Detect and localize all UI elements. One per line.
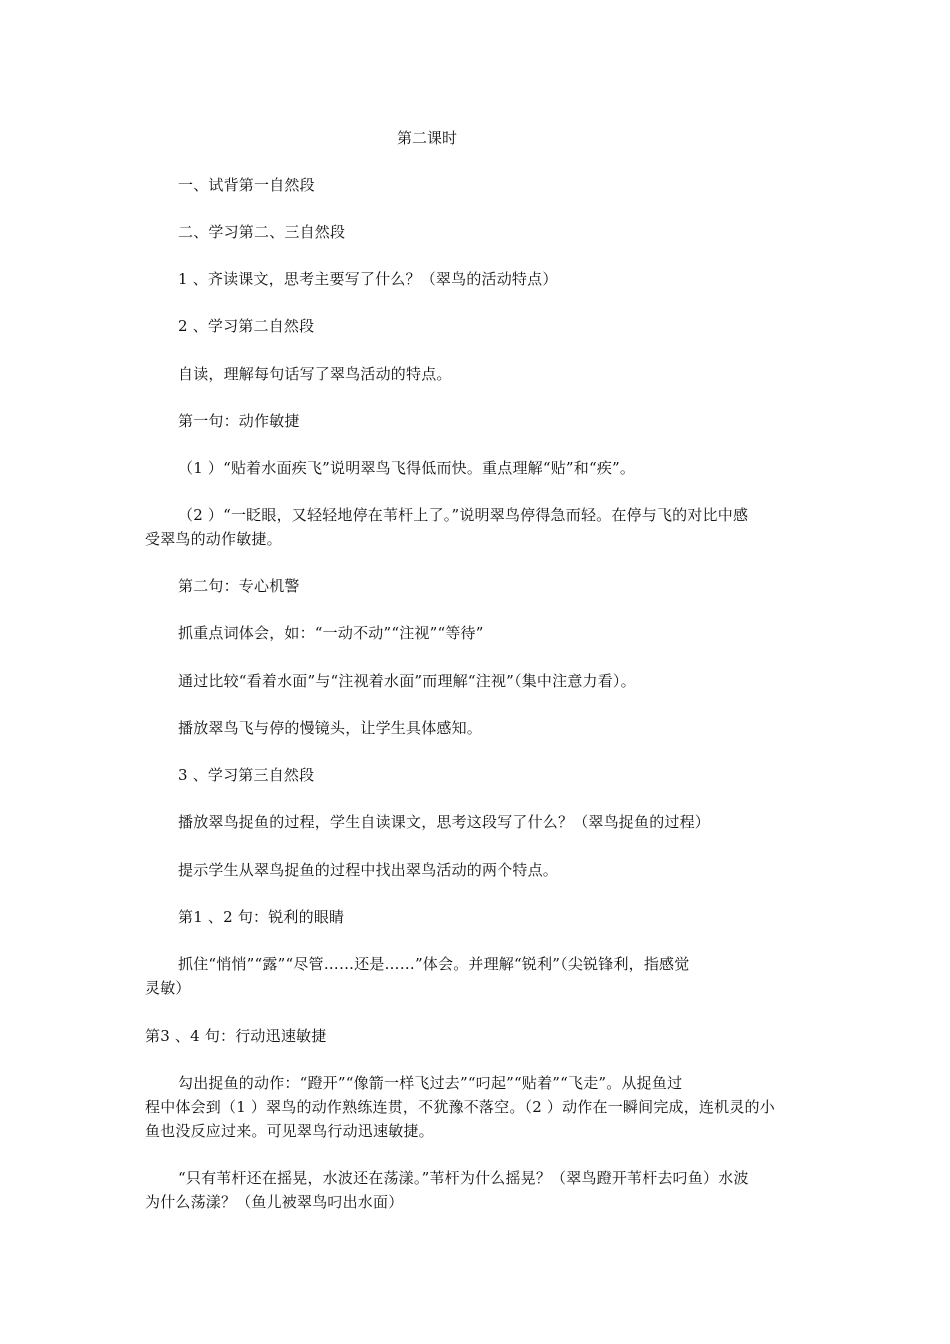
paragraph-17-line-1: 抓住“悄悄”“露”“尽管……还是……”体会。并理解“锐利”（尖锐锋利，指感觉 — [178, 955, 690, 973]
paragraph-19-line-3: 鱼也没反应过来。可见翠鸟行动迅速敏捷。 — [145, 1122, 434, 1140]
paragraph-20-line-2: 为什么荡漾？（鱼儿被翠鸟叼出水面） — [145, 1193, 404, 1211]
paragraph-7: （1 ）“贴着水面疾飞”说明翠鸟飞得低而快。重点理解“贴”和“疾”。 — [178, 459, 636, 477]
paragraph-4: 2 、学习第二自然段 — [178, 317, 315, 335]
paragraph-17-line-2: 灵敏） — [145, 979, 191, 997]
paragraph-3: 1 、齐读课文，思考主要写了什么？（翠鸟的活动特点） — [178, 270, 558, 288]
paragraph-20-line-1: “只有苇杆还在摇晃，水波还在荡漾。”苇杆为什么摇晃？（翠鸟蹬开苇杆去叼鱼）水波 — [178, 1169, 749, 1187]
paragraph-11: 通过比较“看着水面”与“注视着水面”而理解“注视”（集中注意力看）。 — [178, 672, 636, 690]
paragraph-15: 提示学生从翠鸟捉鱼的过程中找出翠鸟活动的两个特点。 — [178, 861, 559, 879]
paragraph-6: 第一句：动作敏捷 — [178, 412, 300, 430]
paragraph-19-line-2: 程中体会到（1 ）翠鸟的动作熟练连贯，不犹豫不落空。（2 ）动作在一瞬间完成，连机灵的小 — [145, 1098, 775, 1116]
paragraph-16: 第1 、2 句：锐利的眼睛 — [178, 908, 345, 926]
paragraph-14: 播放翠鸟捉鱼的过程，学生自读课文，思考这段写了什么？（翠鸟捉鱼的过程） — [178, 813, 711, 831]
lesson-title: 第二课时 — [397, 129, 458, 147]
paragraph-8-line-1: （2 ）“一眨眼，又轻轻地停在苇杆上了。”说明翠鸟停得急而轻。在停与飞的对比中感 — [178, 506, 749, 524]
paragraph-2: 二、学习第二、三自然段 — [178, 223, 346, 241]
paragraph-8-line-2: 受翠鸟的动作敏捷。 — [145, 530, 282, 548]
paragraph-19-line-1: 勾出捉鱼的动作：“蹬开”“像箭一样飞过去”“叼起”“贴着”“飞走”。从捉鱼过 — [178, 1074, 683, 1092]
paragraph-9: 第二句：专心机警 — [178, 577, 300, 595]
paragraph-1: 一、试背第一自然段 — [178, 176, 315, 194]
paragraph-10: 抓重点词体会，如：“一动不动”“注视”“等待” — [178, 624, 484, 642]
paragraph-18: 第3 、4 句：行动迅速敏捷 — [145, 1027, 327, 1045]
paragraph-12: 播放翠鸟飞与停的慢镜头，让学生具体感知。 — [178, 719, 483, 737]
paragraph-5: 自读，理解每句话写了翠鸟活动的特点。 — [178, 365, 452, 383]
paragraph-13: 3 、学习第三自然段 — [178, 766, 315, 784]
